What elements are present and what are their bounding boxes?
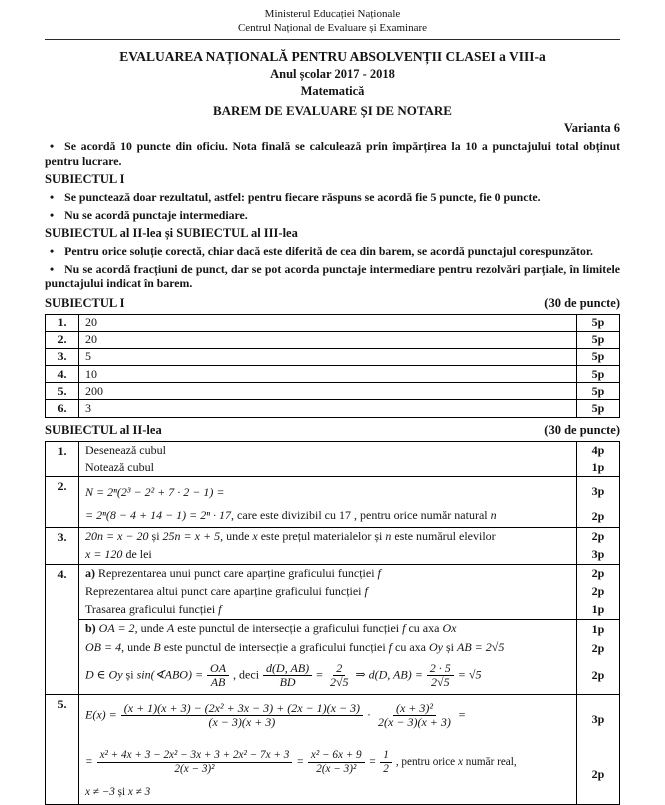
formula: f xyxy=(402,620,406,635)
formula: N = 2ⁿ(2³ − 2² + 7 · 2 − 1) = xyxy=(85,484,225,499)
solution-text: , pentru orice xyxy=(395,755,458,768)
formula: Ox xyxy=(442,620,457,635)
fraction-denominator: 2(x − 3)² xyxy=(174,762,215,775)
row-points: 2p xyxy=(576,528,619,546)
row-answer: 200 xyxy=(85,383,103,398)
solution-text: este numărul elevilor xyxy=(391,528,496,543)
intro-bullet-oficiu-text: Se acordă 10 puncte din oficiu. Nota finală se calculează prin împărțirea la 10 a punctajului total obținut pentru lucrare. xyxy=(45,139,620,168)
solution-text: cu axa xyxy=(405,620,443,635)
formula: A xyxy=(166,620,175,635)
formula: = xyxy=(296,755,304,768)
row-points: 2p xyxy=(576,639,619,658)
solution-text: este prețul materialelor și xyxy=(257,528,386,543)
solution-text: , care este divizibil cu 17 , pentru orice număr natural xyxy=(231,507,491,522)
barem-title: BAREM DE EVALUARE ȘI DE NOTARE xyxy=(213,103,452,118)
fraction-denominator: 2(x − 3)² xyxy=(316,762,357,775)
formula: = xyxy=(85,755,93,768)
solution-text: și xyxy=(114,785,128,798)
bullet-icon: • xyxy=(50,261,55,276)
s1-bullet-1-text: Se punctează doar rezultatul, astfel: pentru fiecare răspuns se acordă fie 5 puncte, fie 0 puncte. xyxy=(64,190,541,204)
s23-bullet-2 xyxy=(45,262,620,291)
solution-text: este punctul de intersecție a graficului funcției xyxy=(160,639,389,654)
subject1-points-label: (30 de puncte) xyxy=(544,295,620,310)
ministry-header xyxy=(45,8,620,35)
instructions-s1-heading: SUBIECTUL I xyxy=(45,172,125,186)
table-row xyxy=(46,315,619,331)
row-points: 3p xyxy=(576,695,619,745)
solution-text: , deci xyxy=(233,666,260,681)
formula: f xyxy=(364,583,368,598)
solution-line xyxy=(79,601,576,619)
fraction-denominator: (x − 3)(x + 3) xyxy=(208,714,276,729)
row-answer: 10 xyxy=(85,366,97,381)
formula: D ∈ Oy xyxy=(85,666,123,681)
row-points: 5p xyxy=(576,315,619,331)
solution-text: și xyxy=(148,528,163,543)
row-answer: 5 xyxy=(85,349,91,364)
formula: 20n = x − 20 xyxy=(85,528,149,543)
solution-line xyxy=(79,695,576,745)
table-row xyxy=(46,564,619,694)
school-year: Anul școlar 2017 - 2018 xyxy=(270,67,395,81)
formula: = 2ⁿ(8 − 4 + 14 − 1) = 2ⁿ · 17 xyxy=(85,507,232,522)
bullet-icon: • xyxy=(50,244,55,258)
formula: f xyxy=(218,601,222,616)
table-row xyxy=(46,476,619,527)
solution-line xyxy=(79,507,576,527)
fraction-numerator: 1 xyxy=(380,749,392,763)
fraction xyxy=(308,749,365,776)
fraction-numerator: (x + 3)² xyxy=(393,702,436,716)
solution-line xyxy=(79,477,576,507)
solution-text: Trasarea graficului funcției xyxy=(85,601,219,616)
fraction-numerator: d(D, AB) xyxy=(263,662,312,676)
subject2-heading: SUBIECTUL al II-lea xyxy=(45,422,162,437)
fraction xyxy=(97,749,293,776)
formula: x xyxy=(457,755,463,768)
variant-label: Varianta 6 xyxy=(563,121,620,135)
table-row xyxy=(46,442,619,476)
row-points: 2p xyxy=(576,745,619,804)
solution-text: și xyxy=(122,666,137,681)
row-points: 5p xyxy=(576,349,619,365)
bullet-icon: • xyxy=(50,139,55,153)
formula: OB = 4 xyxy=(85,639,122,654)
solution-text: = xyxy=(316,666,323,681)
formula: x ≠ 3 xyxy=(127,785,151,798)
fraction xyxy=(121,702,363,729)
formula: x ≠ −3 xyxy=(85,785,115,798)
table-row xyxy=(46,348,619,365)
page-title: EVALUAREA NAȚIONALĂ PENTRU ABSOLVENȚII CLASEI a VIII-a xyxy=(119,49,546,64)
s1-bullet-2-text: Nu se acordă punctaje intermediare. xyxy=(64,207,248,222)
table-row xyxy=(46,399,619,416)
row-number: 5. xyxy=(46,695,79,804)
fraction-denominator: 2 xyxy=(383,762,389,775)
formula: E(x) = xyxy=(85,706,117,721)
row-answer: 20 xyxy=(85,315,97,330)
solution-line xyxy=(79,658,576,694)
subject2-heading-row xyxy=(45,423,620,438)
row-answer: 20 xyxy=(85,332,97,347)
row-points: 2p xyxy=(576,507,619,527)
row-points: 5p xyxy=(576,332,619,348)
subject1-table xyxy=(45,314,620,418)
row-points: 1p xyxy=(576,601,619,619)
fraction xyxy=(427,662,454,689)
solution-text: Reprezentarea altui punct care aparține graficului funcției xyxy=(85,583,365,598)
multiply-dot: · xyxy=(367,706,372,721)
s1-bullet-2 xyxy=(45,208,620,223)
row-points: 3p xyxy=(576,546,619,564)
subject1-heading: SUBIECTUL I xyxy=(45,295,125,310)
subject-name: Matematică xyxy=(300,84,365,98)
solution-text: , unde xyxy=(121,639,154,654)
formula: B xyxy=(153,639,161,654)
row-number: 3. xyxy=(46,349,79,365)
solution-text: , unde xyxy=(220,528,253,543)
row-number: 1. xyxy=(46,442,79,476)
solution-line xyxy=(79,583,576,601)
fraction-denominator: 2√5 xyxy=(431,674,450,689)
formula: n xyxy=(490,507,497,522)
bullet-icon: • xyxy=(50,207,55,222)
solution-text: Reprezentarea unui punct care aparține graficului funcției xyxy=(98,565,378,580)
bullet-icon: • xyxy=(50,190,55,204)
fraction-denominator: AB xyxy=(210,674,226,689)
formula: n xyxy=(385,528,392,543)
fraction-numerator: x² + 4x + 3 − 2x² − 3x + 3 + 2x² − 7x + 3 xyxy=(97,749,293,763)
solution-line xyxy=(79,442,576,459)
row-points: 5p xyxy=(576,366,619,382)
row-points: 2p xyxy=(576,583,619,601)
solution-line xyxy=(79,639,576,658)
s23-bullet-1 xyxy=(45,244,620,259)
row-number: 4. xyxy=(46,366,79,382)
fraction-numerator: 2 xyxy=(333,662,345,676)
ministry-line2: Centrul Național de Evaluare și Examinare xyxy=(237,21,428,34)
formula: x xyxy=(252,528,258,543)
header-divider xyxy=(45,39,620,40)
formula: x = 120 xyxy=(85,546,123,561)
row-number: 1. xyxy=(46,315,79,331)
item-label: b) xyxy=(85,620,99,635)
fraction-numerator: x² − 6x + 9 xyxy=(308,749,365,763)
fraction xyxy=(327,662,352,689)
row4-part-b xyxy=(79,619,619,694)
row-points: 5p xyxy=(576,383,619,399)
fraction-denominator: 2√5 xyxy=(329,674,349,689)
solution-text: și xyxy=(443,639,458,654)
solution-line xyxy=(79,546,576,564)
solution-line xyxy=(79,620,576,639)
row-points: 1p xyxy=(576,620,619,639)
row-number: 5. xyxy=(46,383,79,399)
fraction-numerator: (x + 1)(x + 3) − (2x² + 3x − 3) + (2x − 1)(x − 3) xyxy=(121,702,363,716)
solution-line xyxy=(79,565,576,583)
subject1-heading-row xyxy=(45,296,620,311)
subject2-points-label: (30 de puncte) xyxy=(544,422,620,437)
s1-bullet-1 xyxy=(45,190,620,205)
table-row xyxy=(46,331,619,348)
formula: Oy xyxy=(429,639,443,654)
formula: OA = 2 xyxy=(98,620,135,635)
s23-bullet-1-text: Pentru orice soluție corectă, chiar dacă este diferită de cea din barem, se acordă punctajul corespunzător. xyxy=(64,244,593,258)
row-points: 4p xyxy=(576,442,619,459)
fraction xyxy=(207,662,229,689)
solution-text: număr real, xyxy=(462,755,517,768)
formula: AB = 2√5 xyxy=(457,639,505,654)
row-points: 1p xyxy=(576,459,619,476)
solution-text: cu axa xyxy=(392,639,429,654)
row-number: 4. xyxy=(46,565,79,694)
fraction-denominator: 2(x − 3)(x + 3) xyxy=(378,714,451,729)
fraction-denominator: BD xyxy=(279,674,296,689)
formula: f xyxy=(377,565,381,580)
formula: d(D, AB) = xyxy=(368,666,423,681)
row-number: 3. xyxy=(46,528,79,564)
row-number: 2. xyxy=(46,477,79,527)
row-points: 3p xyxy=(576,477,619,507)
table-row xyxy=(46,694,619,804)
ministry-line1: Ministerul Educației Naționale xyxy=(264,8,401,20)
fraction xyxy=(263,662,312,689)
row-answer: 3 xyxy=(85,401,91,416)
solution-line xyxy=(79,528,576,546)
subject2-table xyxy=(45,441,620,805)
intro-bullet-oficiu xyxy=(45,139,620,168)
fraction-numerator: OA xyxy=(207,662,229,676)
row4-part-a xyxy=(79,565,619,619)
row-number: 2. xyxy=(46,332,79,348)
row-number: 6. xyxy=(46,400,79,416)
solution-text: Desenează cubul xyxy=(85,442,166,457)
fraction-numerator: 2 · 5 xyxy=(427,662,454,676)
formula: = xyxy=(457,706,466,721)
row-points: 5p xyxy=(576,400,619,416)
solution-line xyxy=(79,459,576,476)
formula: f xyxy=(388,639,393,654)
fraction xyxy=(380,749,392,776)
table-row xyxy=(46,365,619,382)
formula: = xyxy=(368,755,377,768)
solution-line xyxy=(79,745,576,804)
table-row xyxy=(46,382,619,399)
table-row xyxy=(46,527,619,564)
formula: = √5 xyxy=(457,666,482,681)
formula: 25n = x + 5 xyxy=(162,528,221,543)
row-points: 2p xyxy=(576,658,619,694)
instructions-s23-heading: SUBIECTUL al II-lea și SUBIECTUL al III-lea xyxy=(45,226,298,240)
solution-text: este punctul de intersecție a graficului funcției xyxy=(174,620,403,635)
fraction xyxy=(375,702,454,729)
solution-text: Notează cubul xyxy=(85,459,154,474)
item-label: a) xyxy=(85,565,98,580)
row-points: 2p xyxy=(576,565,619,583)
formula: sin(∢ABO) = xyxy=(136,666,204,681)
s23-bullet-2-text: Nu se acordă fracțiuni de punct, dar se pot acorda punctaje intermediare pentru rezolvări parțiale, în limitele punctajului indicat în barem. xyxy=(45,261,620,290)
solution-text: , unde xyxy=(134,620,167,635)
implies-symbol: ⇒ xyxy=(355,666,366,681)
solution-text: de lei xyxy=(122,546,152,561)
